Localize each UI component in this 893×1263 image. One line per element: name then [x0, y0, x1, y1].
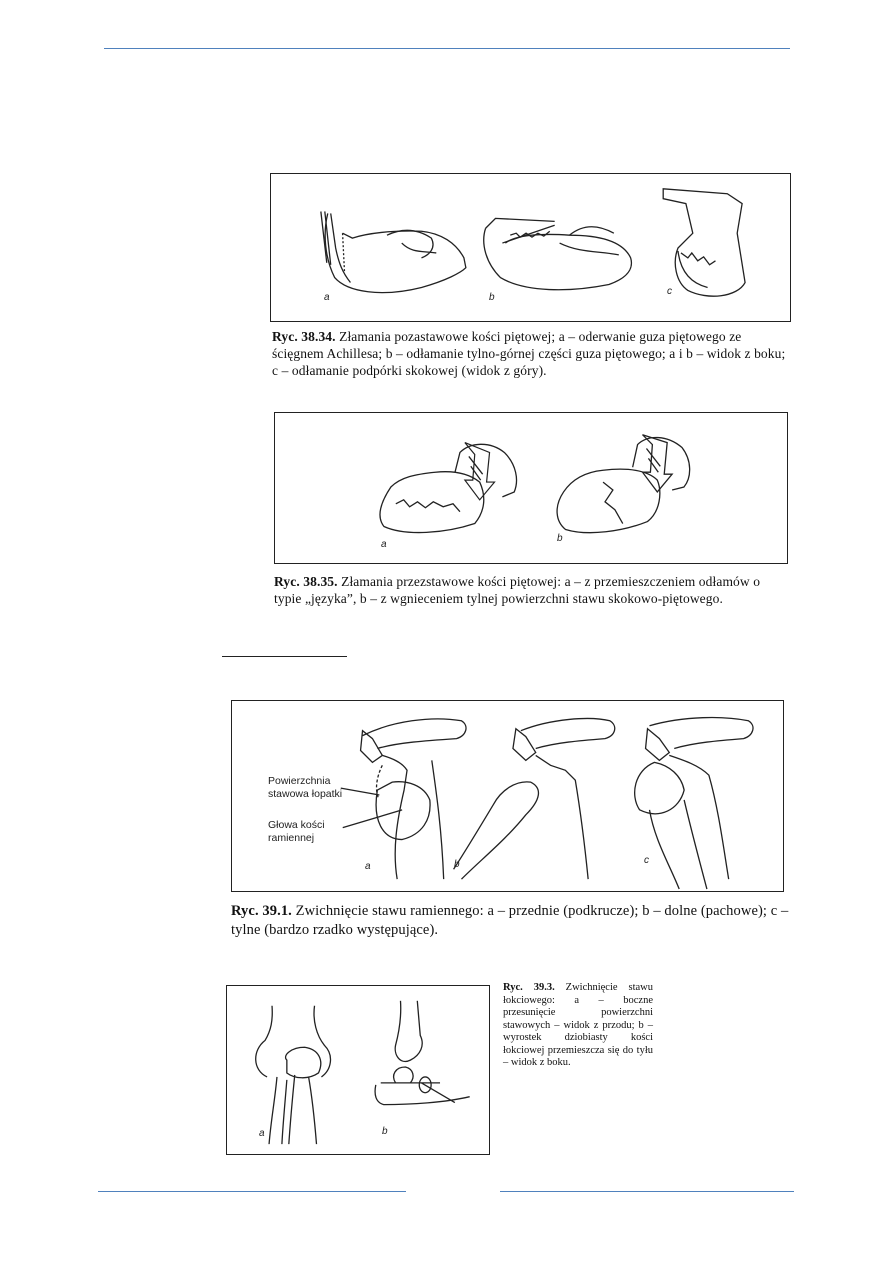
annotation-humeral-head: Głowa kości ramiennej: [268, 819, 325, 844]
footer-rule-right: [500, 1191, 794, 1192]
footer-rule-left: [98, 1191, 406, 1192]
figure-38-34-number: Ryc. 38.34.: [272, 329, 336, 344]
figure-38-34-label-a: a: [324, 292, 330, 303]
annotation-glenoid-surface: Powierzchnia stawowa łopatki: [268, 775, 343, 800]
section-separator: [222, 656, 347, 657]
figure-39-1-text: Zwichnięcie stawu ramiennego: a – przednie (podkrucze); b – dolne (pachowe); c – tylne (bardzo rzadko występujące).: [231, 903, 789, 938]
figure-39-1-number: Ryc. 39.1.: [231, 903, 292, 919]
figure-39-3-label-b: b: [382, 1126, 388, 1137]
calcaneus-extraarticular-fractures-drawing: [271, 174, 790, 321]
figure-39-1-label-c: c: [644, 855, 649, 866]
figure-39-1-illustration: [231, 700, 784, 892]
figure-39-3-illustration: [226, 985, 490, 1155]
header-rule: [104, 48, 790, 49]
figure-39-3-text: Zwichnięcie stawu łokciowego: a – boczne przesunięcie powierzchni stawowych – widok z przodu; b – wyrostek dziobiasty kości łokciowej przemieszcza się do tyłu – widok z boku.: [503, 982, 653, 1068]
figure-39-3-caption: [503, 982, 653, 1070]
figure-38-35-caption: [274, 573, 790, 607]
figure-39-1-label-b: b: [454, 859, 460, 870]
figure-38-34-caption: [272, 328, 790, 379]
calcaneus-intraarticular-fractures-drawing: [275, 413, 787, 563]
figure-38-35-label-a: a: [381, 539, 387, 550]
figure-38-34-text: Złamania pozastawowe kości piętowej; a – oderwanie guza piętowego ze ścięgnem Achillesa; b – odłamanie tylno-górnej części guza piętowego; a i b – widok z boku; c – odłamanie podpórki skokowej (widok z góry).: [272, 329, 786, 378]
figure-38-34-label-b: b: [489, 292, 495, 303]
elbow-dislocation-drawing: [227, 986, 489, 1154]
figure-38-35-number: Ryc. 38.35.: [274, 574, 338, 589]
figure-39-1-label-a: a: [365, 861, 371, 872]
figure-38-35-text: Złamania przezstawowe kości piętowej: a – z przemieszczeniem odłamów o typie „języka”, b – z wgnieceniem tylnej powierzchni stawu skokowo-piętowego.: [274, 574, 761, 606]
figure-38-35-illustration: [274, 412, 788, 564]
figure-38-35-label-b: b: [557, 533, 563, 544]
figure-39-1-caption: [231, 902, 791, 940]
figure-38-34-label-c: c: [667, 286, 672, 297]
figure-39-3-number: Ryc. 39.3.: [503, 982, 555, 993]
figure-38-34-illustration: [270, 173, 791, 322]
figure-39-3-label-a: a: [259, 1128, 265, 1139]
